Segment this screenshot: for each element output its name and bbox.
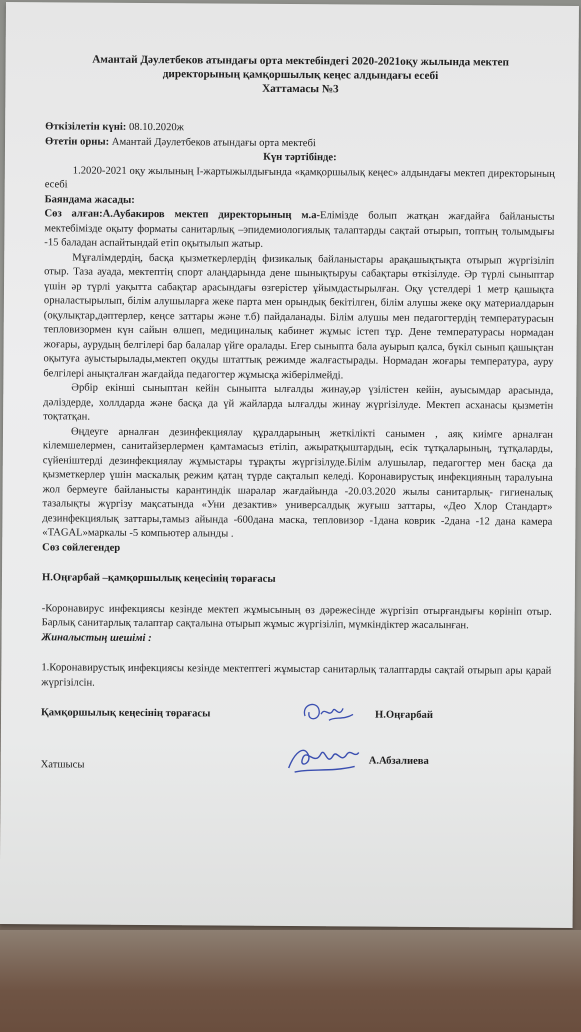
agenda-item: 1.2020-2021 оқу жылының І-жартыжылдығында «қамқоршылық кеңес» алдындағы мектеп директорының есебі	[44, 164, 555, 191]
chair-title: Н.Оңғарбай –қамқоршылық кеңесінің төрағасы	[41, 572, 276, 585]
doc-header-protocol: Хаттамасы №3	[262, 82, 339, 96]
speaker-intro: Сөз алған:А.Аубакиров мектеп директорының м.а-	[44, 208, 321, 222]
paper-sheet	[0, 2, 579, 928]
background-surface	[0, 930, 581, 1032]
doc-header-line-1: Амантай Дәулетбеков атындағы орта мектебіндегі 2020-2021оқу жылында мектеп	[92, 53, 509, 69]
decision-title: Жиналыстың шешімі :	[41, 631, 152, 644]
doc-header-line-2: директорының қамқоршылық кеңес алдындағы есебі	[162, 68, 439, 83]
paragraph-4: Өңдеуге арналған дезинфекциялау құралдарының жеткілікті санымен , аяқ киімге арналған кілемшелермен, санитайзерлермен қамтамасыз етіліп, ажыратқыштардың, есік тұтқаларының, тұтқаларды, сүйеніштерді дезинфекциялау жұмыстары тұрақты жүргізілуде.Білім алушылар, педагогтер мен басқа да қызметкерлер үшін маскалық режим қатаң түрде сақталып келеді. Коронавирустық инфекцияның таралуына жол бермеуге байланысты карантиндік шаралар жағдайында -20.03.2020 жылы санитарлық- гигиеналық тазалықты жүргізу мақсатында «Уни дезактив» универсалдық жуғыш заттары, «Део Хлор Стандарт» дезинфекциялық заттары,тамыз айында -600дана маска, тепловизор -1дана коврик -2дана -12 дана камера «TAGAL»маркалы -5 компьютер алынды .	[42, 425, 554, 540]
paragraph-2: Мұғалімдердің, басқа қызметкерлердің физикалық байланыстары арақашықтықта отырып жүргізіліп отыр. Таза ауада, мектептің спорт алаңдарында дене шынықтыруы сабақтары өткізілуде. Әр түрлі сыныптар үшін әр түрлі уақытта сабақтар арасындағы өзгерістер ұйымдастырылған. Оқу үстелдері 1 метр қашықта орналастырылып, білім алушыларға жеке парта мен орындық бекітілген, білім алушы жеке оқу материалдарын (оқулықтар,дәптерлер, кеңсе заттары және т.б) пайдаланады. Білім алушы мен педагогтердің температурасын тепловизормен күн сайын өлшеп, медициналық кабинет жұмыс істеп тұр. Дене температурасы нормадан жоғары, аурудың белгілері бар балалар үйге оралады. Егер сыныпта бала ауырып қалса, бүкіл сынып қашықтан оқытуға ауыстырылады,мектеп оқуды штаттық режимде жалғастырады. Нормадан жоғары температура, ауру белгілері анықталған жағдайда педагогтер жұмысқа жіберілмейді.	[43, 251, 555, 381]
date-label: Өткізілетін күні:	[45, 121, 127, 133]
chair-name: Н.Оңғарбай	[374, 709, 434, 721]
paragraph-1	[44, 207, 554, 254]
document-body	[41, 52, 556, 792]
secretary-role: Хатшысы	[40, 759, 85, 771]
place-label: Өтетін орны:	[44, 135, 110, 148]
signature-row-secretary	[41, 752, 551, 792]
secretary-signature-icon	[285, 738, 365, 779]
secretary-name: А.Абзалиева	[368, 755, 429, 767]
agenda-title: Күн тәртібінде:	[263, 151, 337, 164]
paragraph-3: Әрбір екінші сыныптан кейін сыныпта ылғалды жинау,әр үзілістен кейін, ауысымдар арасында, дәліздерде, холлдарда және басқа да үй жайларда ылғалды жинау жүргізілуде. Мектеп асханасы қызметін тоқтатқан.	[43, 382, 554, 423]
progress-title: Баяндама жасады:	[44, 193, 135, 206]
paragraph-1-text: Елімізде болып жатқан жағдайға байланысты мектебімізде оқыту форматы санитарлық –эпидемиологиялық талаптарды сақтай отырып, топтың толымдығы -15 баладан аспайтындай етіп оқытылып жатыр.	[44, 210, 555, 250]
date-value: 08.10.2020ж	[128, 121, 185, 134]
chair-speech: -Коронавирус инфекциясы кезінде мектеп жұмысының өз дәрежесінде жүргізіп отырғандығы көрініп отыр. Барлық санитарлық талаптар сақталына отырып жұмыс жүргізіліп, мүмкіндіктер жасалынған.	[41, 602, 552, 632]
chair-signature-icon	[299, 696, 359, 726]
decision-item: 1.Коронавирустық инфекциясы кезінде мектептегі жұмыстар санитарлық талаптарды сақтай отырып ары қарай жүргізілсін.	[41, 662, 552, 689]
chair-role: Қамқоршылық кеңесінің төрағасы	[41, 707, 211, 720]
place-value: Амантай Дәулетбеков атындағы орта мектебі	[111, 136, 316, 149]
speakers-title: Сөз сөйлегендер	[42, 541, 121, 554]
